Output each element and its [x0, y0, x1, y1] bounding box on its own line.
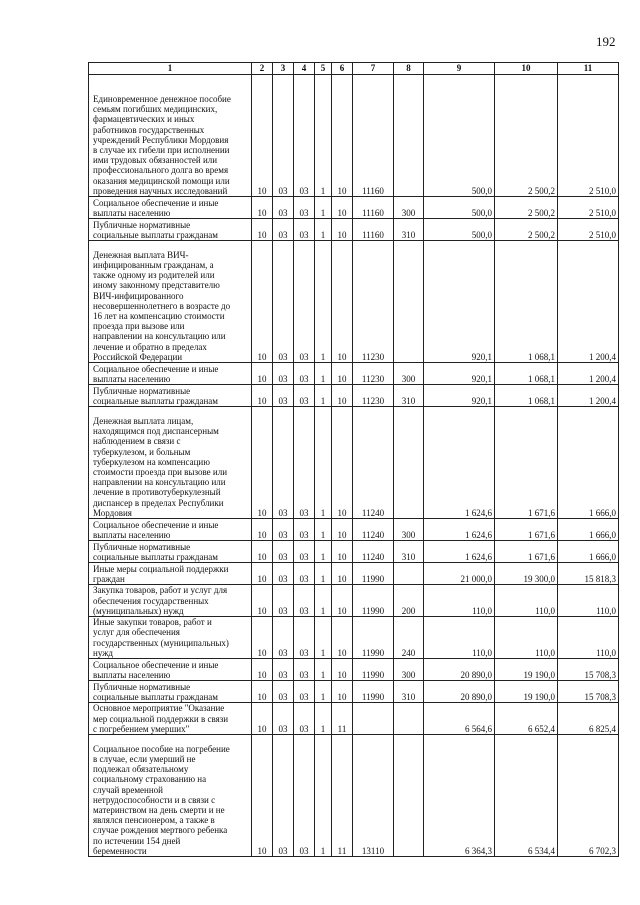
amount-col9: 500,0: [424, 197, 495, 219]
subsection-code: 03: [273, 681, 294, 703]
table-row: [89, 681, 619, 703]
event-code: 10: [332, 563, 353, 585]
expense-type-code: 300: [394, 659, 424, 681]
subsection-code: 03: [273, 241, 294, 363]
subsection-code: 03: [273, 219, 294, 241]
row-name: Социальное обеспечение и иные выплаты населению: [89, 659, 252, 681]
section-code: 10: [252, 541, 273, 563]
program-code: 03: [294, 197, 315, 219]
expense-type-code: 310: [394, 541, 424, 563]
expense-type-code: [394, 75, 424, 197]
amount-col11: 6 825,4: [558, 703, 619, 735]
subprogram-code: 1: [315, 659, 332, 681]
subsection-code: 03: [273, 659, 294, 681]
event-code: 10: [332, 363, 353, 385]
subsection-code: 03: [273, 75, 294, 197]
expense-type-code: 240: [394, 617, 424, 659]
row-name: Денежная выплата лицам, находящимся под диспансерным наблюдением в связи с туберкулезом, и больным туберкулезом на компенсацию стоимости проезда при вызове или направлении на консультацию или лечение в противотуберкулезный диспансер в пределах Республики Мордовия: [89, 407, 252, 519]
event-code: 10: [332, 385, 353, 407]
direction-code: 11990: [353, 617, 394, 659]
direction-code: 11230: [353, 241, 394, 363]
expense-type-code: 300: [394, 519, 424, 541]
table-row: [89, 617, 619, 659]
amount-col10: 110,0: [495, 585, 558, 617]
amount-col10: 1 068,1: [495, 363, 558, 385]
section-code: 10: [252, 563, 273, 585]
amount-col11: 110,0: [558, 617, 619, 659]
table-row: [89, 75, 619, 197]
subsection-code: 03: [273, 585, 294, 617]
section-code: 10: [252, 75, 273, 197]
subprogram-code: 1: [315, 197, 332, 219]
expense-type-code: 300: [394, 197, 424, 219]
amount-col10: 1 068,1: [495, 385, 558, 407]
amount-col9: 6 364,3: [424, 735, 495, 857]
subsection-code: 03: [273, 385, 294, 407]
event-code: 10: [332, 407, 353, 519]
amount-col9: 110,0: [424, 585, 495, 617]
row-name: Социальное обеспечение и иные выплаты населению: [89, 363, 252, 385]
row-name: Социальное обеспечение и иные выплаты населению: [89, 197, 252, 219]
column-header: 5: [315, 63, 332, 75]
row-name: Социальное обеспечение и иные выплаты населению: [89, 519, 252, 541]
amount-col11: 1 666,0: [558, 541, 619, 563]
section-code: 10: [252, 407, 273, 519]
row-name: Иные закупки товаров, работ и услуг для обеспечения государственных (муниципальных) нужд: [89, 617, 252, 659]
subprogram-code: 1: [315, 703, 332, 735]
event-code: 10: [332, 659, 353, 681]
amount-col9: 500,0: [424, 75, 495, 197]
column-header: 7: [353, 63, 394, 75]
program-code: 03: [294, 703, 315, 735]
amount-col10: 19 190,0: [495, 659, 558, 681]
expense-type-code: 310: [394, 385, 424, 407]
row-name: Закупка товаров, работ и услуг для обеспечения государственных (муниципальных) нужд: [89, 585, 252, 617]
expense-type-code: [394, 735, 424, 857]
amount-col10: 2 500,2: [495, 75, 558, 197]
table-row: [89, 541, 619, 563]
program-code: 03: [294, 385, 315, 407]
table-row: [89, 241, 619, 363]
expense-type-code: 300: [394, 363, 424, 385]
amount-col11: 2 510,0: [558, 219, 619, 241]
direction-code: 11240: [353, 407, 394, 519]
direction-code: 11160: [353, 197, 394, 219]
amount-col9: 920,1: [424, 385, 495, 407]
row-name: Денежная выплата ВИЧ- инфицированным гражданам, а также одному из родителей или иному законному представителю ВИЧ-инфицированного несовершеннолетнего в возрасте до 16 лет на компенсацию стоимости проезда при вызове или направлении на консультацию или лечение и обратно в пределах Российской Федерации: [89, 241, 252, 363]
row-name: Единовременное денежное пособие семьям погибших медицинских, фармацевтических и иных работников государственных учреждений Республики Мордовия в случае их гибели при исполнении ими трудовых обязанностей или профессионального долга во время оказания медицинской помощи или проведения научных исследований: [89, 75, 252, 197]
amount-col9: 1 624,6: [424, 519, 495, 541]
table-row: [89, 407, 619, 519]
row-name: Публичные нормативные социальные выплаты гражданам: [89, 681, 252, 703]
row-name: Основное мероприятие "Оказание мер социальной поддержки в связи с погребением умерших": [89, 703, 252, 735]
expense-type-code: [394, 563, 424, 585]
subsection-code: 03: [273, 519, 294, 541]
row-name: Публичные нормативные социальные выплаты гражданам: [89, 219, 252, 241]
amount-col10: 6 534,4: [495, 735, 558, 857]
amount-col9: 1 624,6: [424, 407, 495, 519]
amount-col9: 110,0: [424, 617, 495, 659]
direction-code: 11230: [353, 385, 394, 407]
amount-col9: 6 564,6: [424, 703, 495, 735]
subprogram-code: 1: [315, 563, 332, 585]
program-code: 03: [294, 363, 315, 385]
subsection-code: 03: [273, 541, 294, 563]
program-code: 03: [294, 519, 315, 541]
table-row: [89, 197, 619, 219]
section-code: 10: [252, 659, 273, 681]
expense-type-code: [394, 703, 424, 735]
amount-col9: 1 624,6: [424, 541, 495, 563]
amount-col10: 19 300,0: [495, 563, 558, 585]
amount-col10: 1 671,6: [495, 519, 558, 541]
expense-type-code: [394, 407, 424, 519]
column-header: 6: [332, 63, 353, 75]
direction-code: 11160: [353, 219, 394, 241]
section-code: 10: [252, 735, 273, 857]
subprogram-code: 1: [315, 75, 332, 197]
direction-code: 11160: [353, 75, 394, 197]
event-code: 11: [332, 735, 353, 857]
subsection-code: 03: [273, 197, 294, 219]
section-code: 10: [252, 681, 273, 703]
direction-code: 13110: [353, 735, 394, 857]
section-code: 10: [252, 241, 273, 363]
row-name: Иные меры социальной поддержки граждан: [89, 563, 252, 585]
expense-type-code: 200: [394, 585, 424, 617]
direction-code: 11990: [353, 585, 394, 617]
subprogram-code: 1: [315, 541, 332, 563]
subprogram-code: 1: [315, 363, 332, 385]
program-code: 03: [294, 219, 315, 241]
column-header: 9: [424, 63, 495, 75]
column-header: 1: [89, 63, 252, 75]
table-row: [89, 519, 619, 541]
amount-col9: 20 890,0: [424, 659, 495, 681]
budget-table: [88, 62, 619, 857]
direction-code: 11240: [353, 541, 394, 563]
section-code: 10: [252, 519, 273, 541]
amount-col10: 110,0: [495, 617, 558, 659]
subprogram-code: 1: [315, 617, 332, 659]
event-code: 10: [332, 241, 353, 363]
subprogram-code: 1: [315, 681, 332, 703]
table-row: [89, 563, 619, 585]
amount-col11: 2 510,0: [558, 75, 619, 197]
expense-type-code: [394, 241, 424, 363]
direction-code: 11990: [353, 681, 394, 703]
subprogram-code: 1: [315, 519, 332, 541]
section-code: 10: [252, 617, 273, 659]
program-code: 03: [294, 241, 315, 363]
amount-col11: 1 666,0: [558, 407, 619, 519]
amount-col9: 500,0: [424, 219, 495, 241]
amount-col9: 920,1: [424, 363, 495, 385]
amount-col9: 920,1: [424, 241, 495, 363]
amount-col11: 1 200,4: [558, 241, 619, 363]
subsection-code: 03: [273, 563, 294, 585]
direction-code: 11990: [353, 563, 394, 585]
amount-col10: 2 500,2: [495, 219, 558, 241]
event-code: 11: [332, 703, 353, 735]
amount-col9: 21 000,0: [424, 563, 495, 585]
row-name: Публичные нормативные социальные выплаты гражданам: [89, 385, 252, 407]
amount-col11: 1 200,4: [558, 385, 619, 407]
section-code: 10: [252, 585, 273, 617]
amount-col10: 1 671,6: [495, 541, 558, 563]
direction-code: 11240: [353, 519, 394, 541]
direction-code: 11990: [353, 659, 394, 681]
event-code: 10: [332, 617, 353, 659]
subprogram-code: 1: [315, 219, 332, 241]
section-code: 10: [252, 197, 273, 219]
column-header: 4: [294, 63, 315, 75]
subsection-code: 03: [273, 407, 294, 519]
subprogram-code: 1: [315, 407, 332, 519]
table-row: [89, 363, 619, 385]
subsection-code: 03: [273, 617, 294, 659]
section-code: 10: [252, 219, 273, 241]
column-header: 11: [558, 63, 619, 75]
event-code: 10: [332, 219, 353, 241]
event-code: 10: [332, 75, 353, 197]
amount-col11: 6 702,3: [558, 735, 619, 857]
subprogram-code: 1: [315, 735, 332, 857]
expense-type-code: 310: [394, 681, 424, 703]
amount-col10: 2 500,2: [495, 197, 558, 219]
row-name: Публичные нормативные социальные выплаты гражданам: [89, 541, 252, 563]
table-row: [89, 385, 619, 407]
expense-type-code: 310: [394, 219, 424, 241]
subsection-code: 03: [273, 735, 294, 857]
section-code: 10: [252, 703, 273, 735]
program-code: 03: [294, 541, 315, 563]
event-code: 10: [332, 541, 353, 563]
column-header: 10: [495, 63, 558, 75]
direction-code: 11230: [353, 363, 394, 385]
section-code: 10: [252, 385, 273, 407]
amount-col11: 2 510,0: [558, 197, 619, 219]
row-name: Социальное пособие на погребение в случае, если умерший не подлежал обязательному социальному страхованию на случай временной нетрудоспособности и в связи с материнством на день смерти и не являлся пенсионером, а также в случае рождения мертвого ребенка по истечении 154 дней беременности: [89, 735, 252, 857]
direction-code: [353, 703, 394, 735]
subprogram-code: 1: [315, 585, 332, 617]
table-row: [89, 735, 619, 857]
amount-col11: 1 666,0: [558, 519, 619, 541]
table-row: [89, 219, 619, 241]
event-code: 10: [332, 585, 353, 617]
program-code: 03: [294, 681, 315, 703]
subsection-code: 03: [273, 703, 294, 735]
program-code: 03: [294, 75, 315, 197]
table-body: [89, 75, 619, 857]
program-code: 03: [294, 585, 315, 617]
subprogram-code: 1: [315, 385, 332, 407]
amount-col9: 20 890,0: [424, 681, 495, 703]
table-row: [89, 703, 619, 735]
amount-col10: 1 671,6: [495, 407, 558, 519]
amount-col11: 15 708,3: [558, 659, 619, 681]
column-header: 8: [394, 63, 424, 75]
program-code: 03: [294, 563, 315, 585]
program-code: 03: [294, 735, 315, 857]
amount-col10: 6 652,4: [495, 703, 558, 735]
event-code: 10: [332, 681, 353, 703]
subsection-code: 03: [273, 363, 294, 385]
amount-col11: 15 708,3: [558, 681, 619, 703]
subprogram-code: 1: [315, 241, 332, 363]
column-header: 2: [252, 63, 273, 75]
amount-col10: 1 068,1: [495, 241, 558, 363]
amount-col11: 110,0: [558, 585, 619, 617]
table-row: [89, 585, 619, 617]
program-code: 03: [294, 659, 315, 681]
section-code: 10: [252, 363, 273, 385]
amount-col11: 1 200,4: [558, 363, 619, 385]
table-row: [89, 659, 619, 681]
page-number: 192: [596, 34, 616, 49]
program-code: 03: [294, 407, 315, 519]
event-code: 10: [332, 197, 353, 219]
event-code: 10: [332, 519, 353, 541]
column-header: 3: [273, 63, 294, 75]
amount-col11: 15 818,3: [558, 563, 619, 585]
program-code: 03: [294, 617, 315, 659]
amount-col10: 19 190,0: [495, 681, 558, 703]
table-header-row: [89, 63, 619, 75]
